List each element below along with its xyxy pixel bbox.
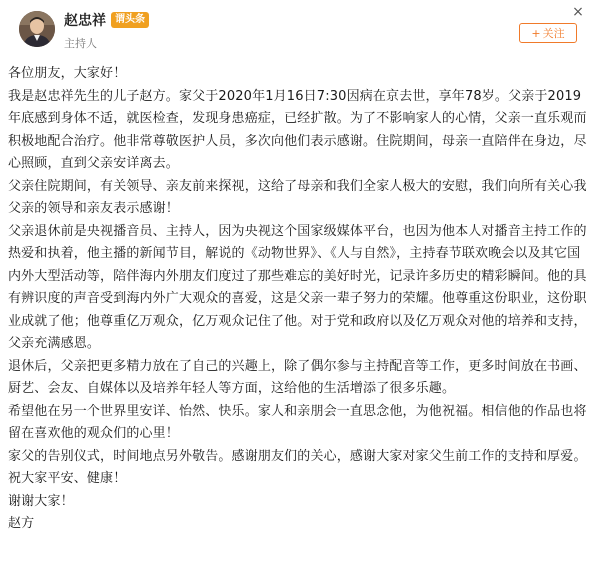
plus-icon: + xyxy=(531,27,541,40)
author-name[interactable]: 赵忠祥 xyxy=(64,13,106,29)
post-header xyxy=(0,0,600,62)
paragraph-signature: 赵方 xyxy=(8,516,35,531)
paragraph-thanks-visitors: 父亲住院期间，有关领导、亲友前来探视，这给了母亲和我们全家人极大的安慰，我们向所有关心我父亲的领导和亲友表示感谢！ xyxy=(8,178,587,216)
close-icon[interactable]: × xyxy=(572,4,584,20)
paragraph-greeting: 各位朋友，大家好！ xyxy=(8,66,127,81)
avatar-portrait-icon xyxy=(19,11,55,47)
paragraph-announcement: 我是赵忠祥先生的儿子赵方。家父于2020年1月16日7:30因病在京去世，享年78岁。父亲于2019年底感到身体不适，就医检查，发现身患癌症，已经扩散。为了不影响家人的心情，父亲一直乐观而积极地配合治疗。他非常尊敬医护人员，多次向他们表示感谢。住院期间，母亲一直陪伴在身边，尽心照顾，直到父亲安详离去。 xyxy=(8,88,587,171)
avatar[interactable] xyxy=(19,11,55,47)
paragraph-career: 父亲退休前是央视播音员、主持人，因为央视这个国家级媒体平台，也因为他本人对播音主持工作的热爱和执着，他主播的新闻节目，解说的《动物世界》、《人与自然》，主持春节联欢晚会以及其它国内外大型活动等，陪伴海内外朋友们度过了那些难忘的美好时光，记录许多历史的精彩瞬间。他的具有辨识度的声音受到海内外广大观众的喜爱，这是父亲一辈子努力的荣耀。他尊重这份职业，这份职业成就了他；他尊重亿万观众，亿万观众记住了他。对于党和政府以及亿万观众对他的培养和支持，父亲充满感恩。 xyxy=(8,223,587,351)
follow-label: 关注 xyxy=(542,27,565,40)
paragraph-funeral-notice: 家父的告别仪式，时间地点另外敬告。感谢朋友们的关心，感谢大家对家父生前工作的支持和厚爱。祝大家平安、健康！ xyxy=(8,448,587,486)
follow-button[interactable] xyxy=(519,23,577,43)
post-body xyxy=(8,63,592,536)
paragraph-closing: 谢谢大家！ xyxy=(8,493,74,509)
author-title: 主持人 xyxy=(64,37,97,50)
paragraph-wishes: 希望他在另一个世界里安详、怡然、快乐。家人和亲朋会一直思念他，为他祝福。相信他的作品也将留在喜欢他的观众们的心里！ xyxy=(8,403,587,441)
toutiao-badge: 谓头条 xyxy=(111,12,149,28)
paragraph-retirement: 退休后，父亲把更多精力放在了自己的兴趣上，除了偶尔参与主持配音等工作，更多时间放在书画、厨艺、会友、自媒体以及培养年轻人等方面，这给他的生活增添了很多乐趣。 xyxy=(8,358,587,396)
